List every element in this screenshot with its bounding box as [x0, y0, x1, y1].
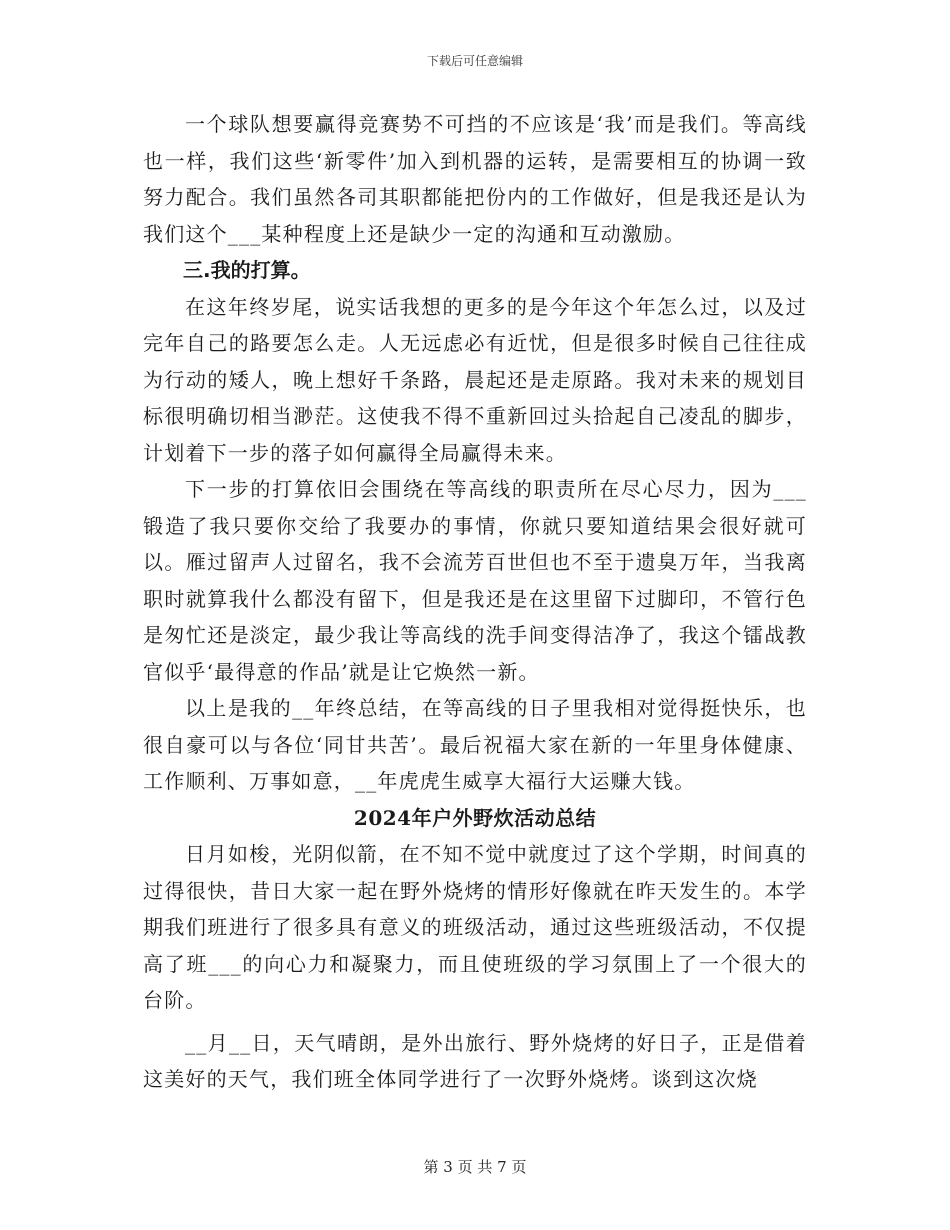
paragraph-picnic-day: __月__日，天气晴朗，是外出旅行、野外烧烤的好日子，正是借着这美好的天气，我们班全体同学进行了一次野外烧烤。谈到这次烧 [143, 1030, 807, 1091]
page-header: 下载后可任意编辑 [426, 54, 523, 68]
document-body [143, 106, 807, 1098]
paragraph-summary: 以上是我的__年终总结，在等高线的日子里我相对觉得挺快乐，也很自豪可以与各位‘同甘共苦’。最后祝福大家在新的一年里身体健康、工作顺利、万事如意，__年虎虎生威享大福行大运赚大钱。 [143, 696, 807, 793]
paragraph-year-end: 在这年终岁尾，说实话我想的更多的是今年这个年怎么过，以及过完年自己的路要怎么走。人无远虑必有近忧，但是很多时候自己往往成为行动的矮人，晚上想好千条路，晨起还是走原路。我对未来的规划目标很明确切相当渺茫。这使我不得不重新回过头拾起自己凌乱的脚步，计划着下一步的落子如何赢得全局赢得未来。 [143, 294, 807, 465]
paragraph-semester: 日月如梭，光阴似箭，在不知不觉中就度过了这个学期，时间真的过得很快，昔日大家一起在野外烧烤的情形好像就在昨天发生的。本学期我们班进行了很多具有意义的班级活动，通过这些班级活动，不仅提高了班___的向心力和凝聚力，而且使班级的学习氛围上了一个很大的台阶。 [143, 842, 807, 1012]
section-heading-plan: 三.我的打算。 [183, 258, 311, 282]
paragraph-next-step: 下一步的打算依旧会围绕在等高线的职责所在尽心尽力，因为___锻造了我只要你交给了我要办的事情，你就只要知道结果会很好就可以。雁过留声人过留名，我不会流芳百世但也不至于遗臭万年，当我离职时就算我什么都没有留下，但是我还是在这里留下过脚印，不管行色是匆忙还是淡定，最少我让等高线的洗手间变得洁净了，我这个镭战教官似乎‘最得意的作品’就是让它焕然一新。 [143, 477, 807, 684]
document-title-picnic: 2024年户外野炊活动总结 [353, 805, 597, 830]
page-footer: 第 3 页 共 7 页 [423, 1158, 527, 1176]
paragraph-teamwork: 一个球队想要赢得竞赛势不可挡的不应该是‘我’而是我们。等高线也一样，我们这些‘新零件’加入到机器的运转，是需要相互的协调一致努力配合。我们虽然各司其职都能把份内的工作做好，但是我还是认为我们这个___某种程度上还是缺少一定的沟通和互动激励。 [143, 112, 807, 246]
